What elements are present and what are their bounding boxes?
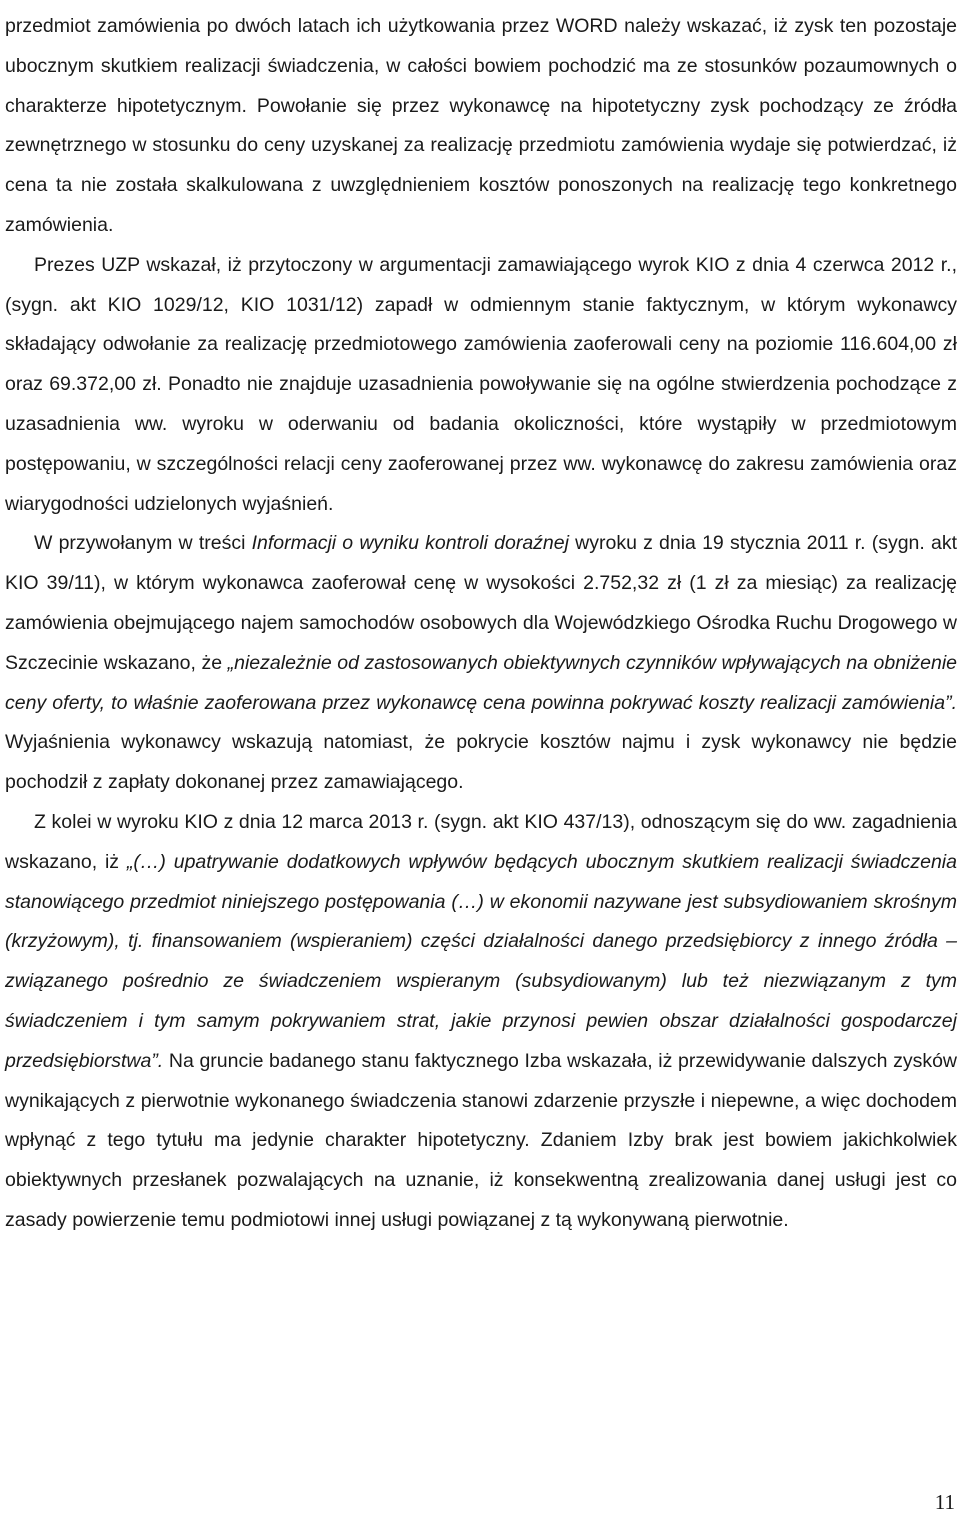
text-run: przedmiot zamówienia po dwóch latach ich użytkowania przez WORD należy wskazać, iż zysk ten pozostaje ubocznym skutkiem realizacji świadczenia, w całości bowiem pochodzić ma ze stosunków pozaumownych o charakterze hipotetycznym. Powołanie się przez wykonawcę na hipotetyczny zysk pochodzący ze źródła zewnętrznego w stosunku do ceny uzyskanej za realizację przedmiotu zamówienia wydaje się potwierdzać, iż cena ta nie została skalkulowana z uwzględnieniem kosztów ponoszonych na realizację tego konkretnego zamówienia. xyxy=(5,15,957,236)
document-body xyxy=(5,7,957,1241)
paragraph-3 xyxy=(5,524,957,803)
italic-run: „niezależnie od zastosowanych obiektywnych czynników wpływających na obniżenie ceny oferty, to właśnie zaoferowana przez wykonawcę cena powinna pokrywać koszty realizacji zamówienia”. xyxy=(5,651,958,714)
paragraph-1 xyxy=(5,7,957,246)
paragraph-4 xyxy=(5,803,957,1241)
italic-run: Informacji o wyniku kontroli doraźnej xyxy=(251,532,569,555)
text-run: W przywołanym w treści xyxy=(34,532,252,555)
paragraph-2 xyxy=(5,246,957,525)
text-run: Prezes UZP wskazał, iż przytoczony w argumentacji zamawiającego wyrok KIO z dnia 4 czerwca 2012 r., (sygn. akt KIO 1029/12, KIO 1031/12) zapadł w odmiennym stanie faktycznym, w którym wykonawcy składający odwołanie za realizację przedmiotowego zamówienia zaoferowali ceny na poziomie 116.604,00 zł oraz 69.372,00 zł. Ponadto nie znajduje uzasadnienia powoływanie się na ogólne stwierdzenia pochodzące z uzasadnienia ww. wyroku w oderwaniu od badania okoliczności, które wystąpiły w przedmiotowym postępowaniu, w szczególności relacji ceny zaoferowanej przez ww. wykonawcę do zakresu zamówienia oraz wiarygodności udzielonych wyjaśnień. xyxy=(5,253,957,515)
text-run: wyroku z dnia 19 stycznia 2011 r. (sygn. akt KIO 39/11), w którym wykonawca zaoferował cenę w wysokości 2.752,32 zł (1 zł za miesiąc) za realizację zamówienia obejmującego najem samochodów osobowych dla Wojewódzkiego Ośrodka Ruchu Drogowego w Szczecinie wskazano, że xyxy=(5,532,958,674)
text-run: Wyjaśnienia wykonawcy wskazują natomiast, że pokrycie kosztów najmu i zysk wykonawcy nie będzie pochodził z zapłaty dokonanej przez zamawiającego. xyxy=(5,731,957,794)
text-run: Na gruncie badanego stanu faktycznego Izba wskazała, iż przewidywanie dalszych zysków wynikających z pierwotnie wykonanego świadczenia stanowi zdarzenie przyszłe i niepewne, a więc dochodem wpłynąć z tego tytułu ma jedynie charakter hipotetyczny. Zdaniem Izby brak jest bowiem jakichkolwiek obiektywnych przesłanek pozwalających na uznanie, iż konsekwentną zrealizowania danej usługi jest co zasady powierzenie temu podmiotowi innej usługi powiązanej z tą wykonywaną pierwotnie. xyxy=(5,1049,957,1231)
page-number: 11 xyxy=(934,1490,955,1514)
text-run: Z kolei w wyroku KIO z dnia 12 marca 2013 r. (sygn. akt KIO 437/13), odnoszącym się do ww. zagadnienia wskazano, iż xyxy=(5,810,957,873)
italic-run: „(…) upatrywanie dodatkowych wpływów będących ubocznym skutkiem realizacji świadczenia stanowiącego przedmiot niniejszego postępowania (…) w ekonomii nazywane jest subsydiowaniem skrośnym (krzyżowym), tj. finansowaniem (wspieraniem) części działalności danego przedsiębiorcy z innego źródła – związanego pośrednio ze świadczeniem wspieranym (subsydiowanym) lub też niezwiązanym z tym świadczeniem i tym samym pokrywaniem strat, jakie przynosi pewien obszar działalności gospodarczej przedsiębiorstwa”. xyxy=(5,850,957,1072)
